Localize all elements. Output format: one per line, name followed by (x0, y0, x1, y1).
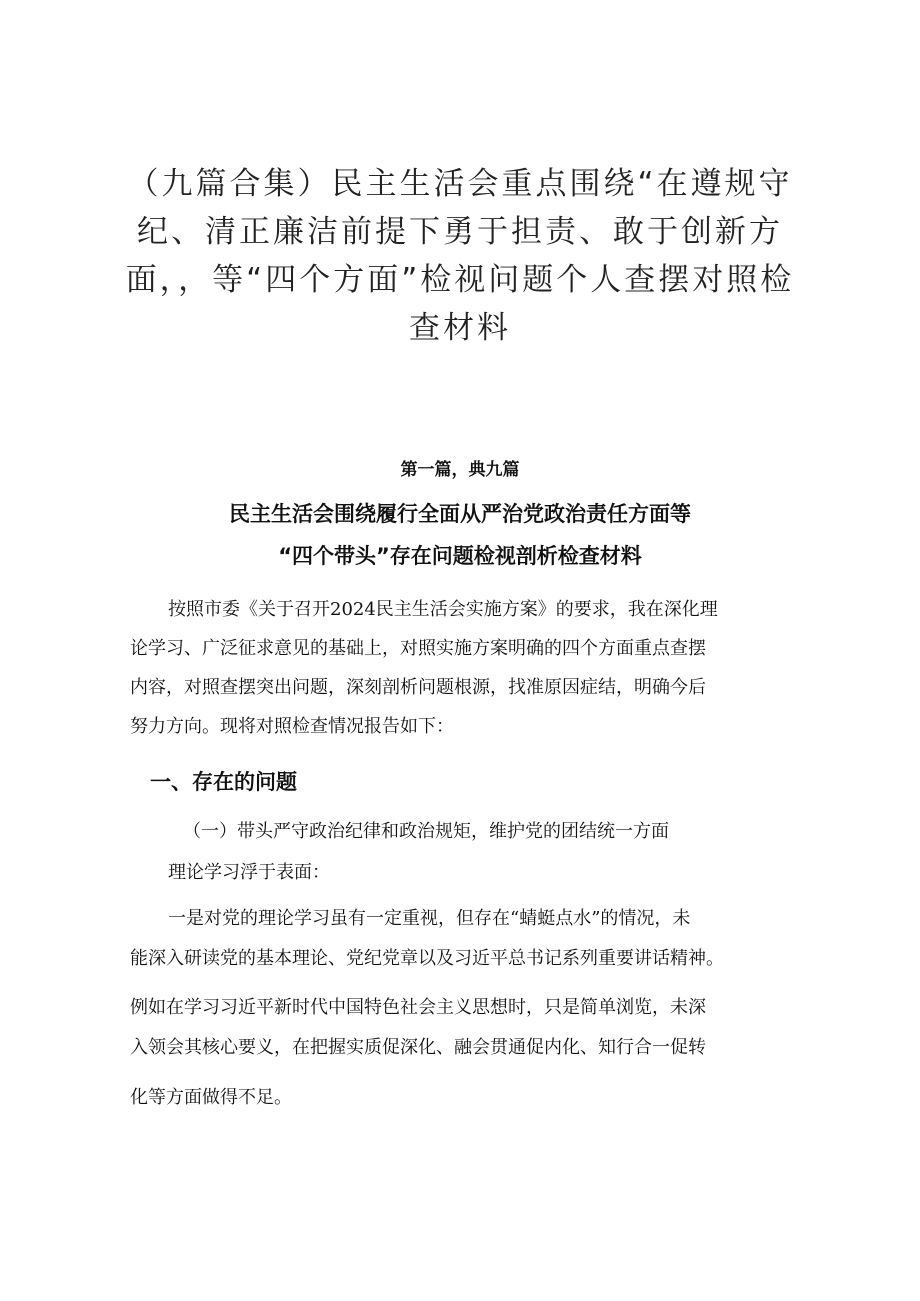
intro-line-2: 论学习、广泛征求意见的基础上，对照实施方案明确的四个方面重点查摆 (130, 638, 706, 659)
intro-line-1: 按照市委《关于召开2024民主生活会实施方案》的要求，我在深化理 (168, 599, 718, 620)
heading-line-1: 民主生活会围绕履行全面从严治党政治责任方面等 (229, 502, 691, 526)
title-line-4: 查材料 (409, 310, 511, 346)
body-line-4: 入领会其核心要义，在把握实质促深化、融会贯通促内化、知行合一促转 (130, 1037, 706, 1058)
part-label: 第一篇，典九篇 (400, 460, 520, 480)
intro-line-3: 内容，对照查摆突出问题，深刻剖析问题根源，找准原因症结，明确今后 (130, 677, 706, 698)
heading-line-2: “四个带头”存在问题检视剖析检查材料 (278, 544, 642, 568)
title-line-3: 面，，等“四个方面”检视问题个人查摆对照检 (125, 262, 795, 298)
title-line-1: （九篇合集）民主生活会重点围绕“在遵规守 (127, 166, 793, 202)
body-line-1: 一是对党的理论学习虽有一定重视，但存在“蜻蜓点水”的情况，未 (168, 908, 691, 929)
body-line-2: 能深入研读党的基本理论、党纪党章以及习近平总书记系列重要讲话精神。 (130, 948, 724, 969)
topic-line: 理论学习浮于表面： (168, 862, 330, 883)
subsection-title: （一）带头严守政治纪律和政治规矩，维护党的团结统一方面 (183, 821, 669, 842)
document-title (110, 160, 810, 352)
title-line-2: 纪、清正廉洁前提下勇于担责、敢于创新方 (137, 214, 783, 250)
section-title: 一、存在的问题 (150, 770, 297, 794)
body-line-3: 例如在学习习近平新时代中国特色社会主义思想时，只是简单浏览，未深 (130, 997, 706, 1018)
body-line-5: 化等方面做得不足。 (130, 1087, 292, 1108)
intro-line-4: 努力方向。现将对照检查情况报告如下： (130, 716, 454, 737)
